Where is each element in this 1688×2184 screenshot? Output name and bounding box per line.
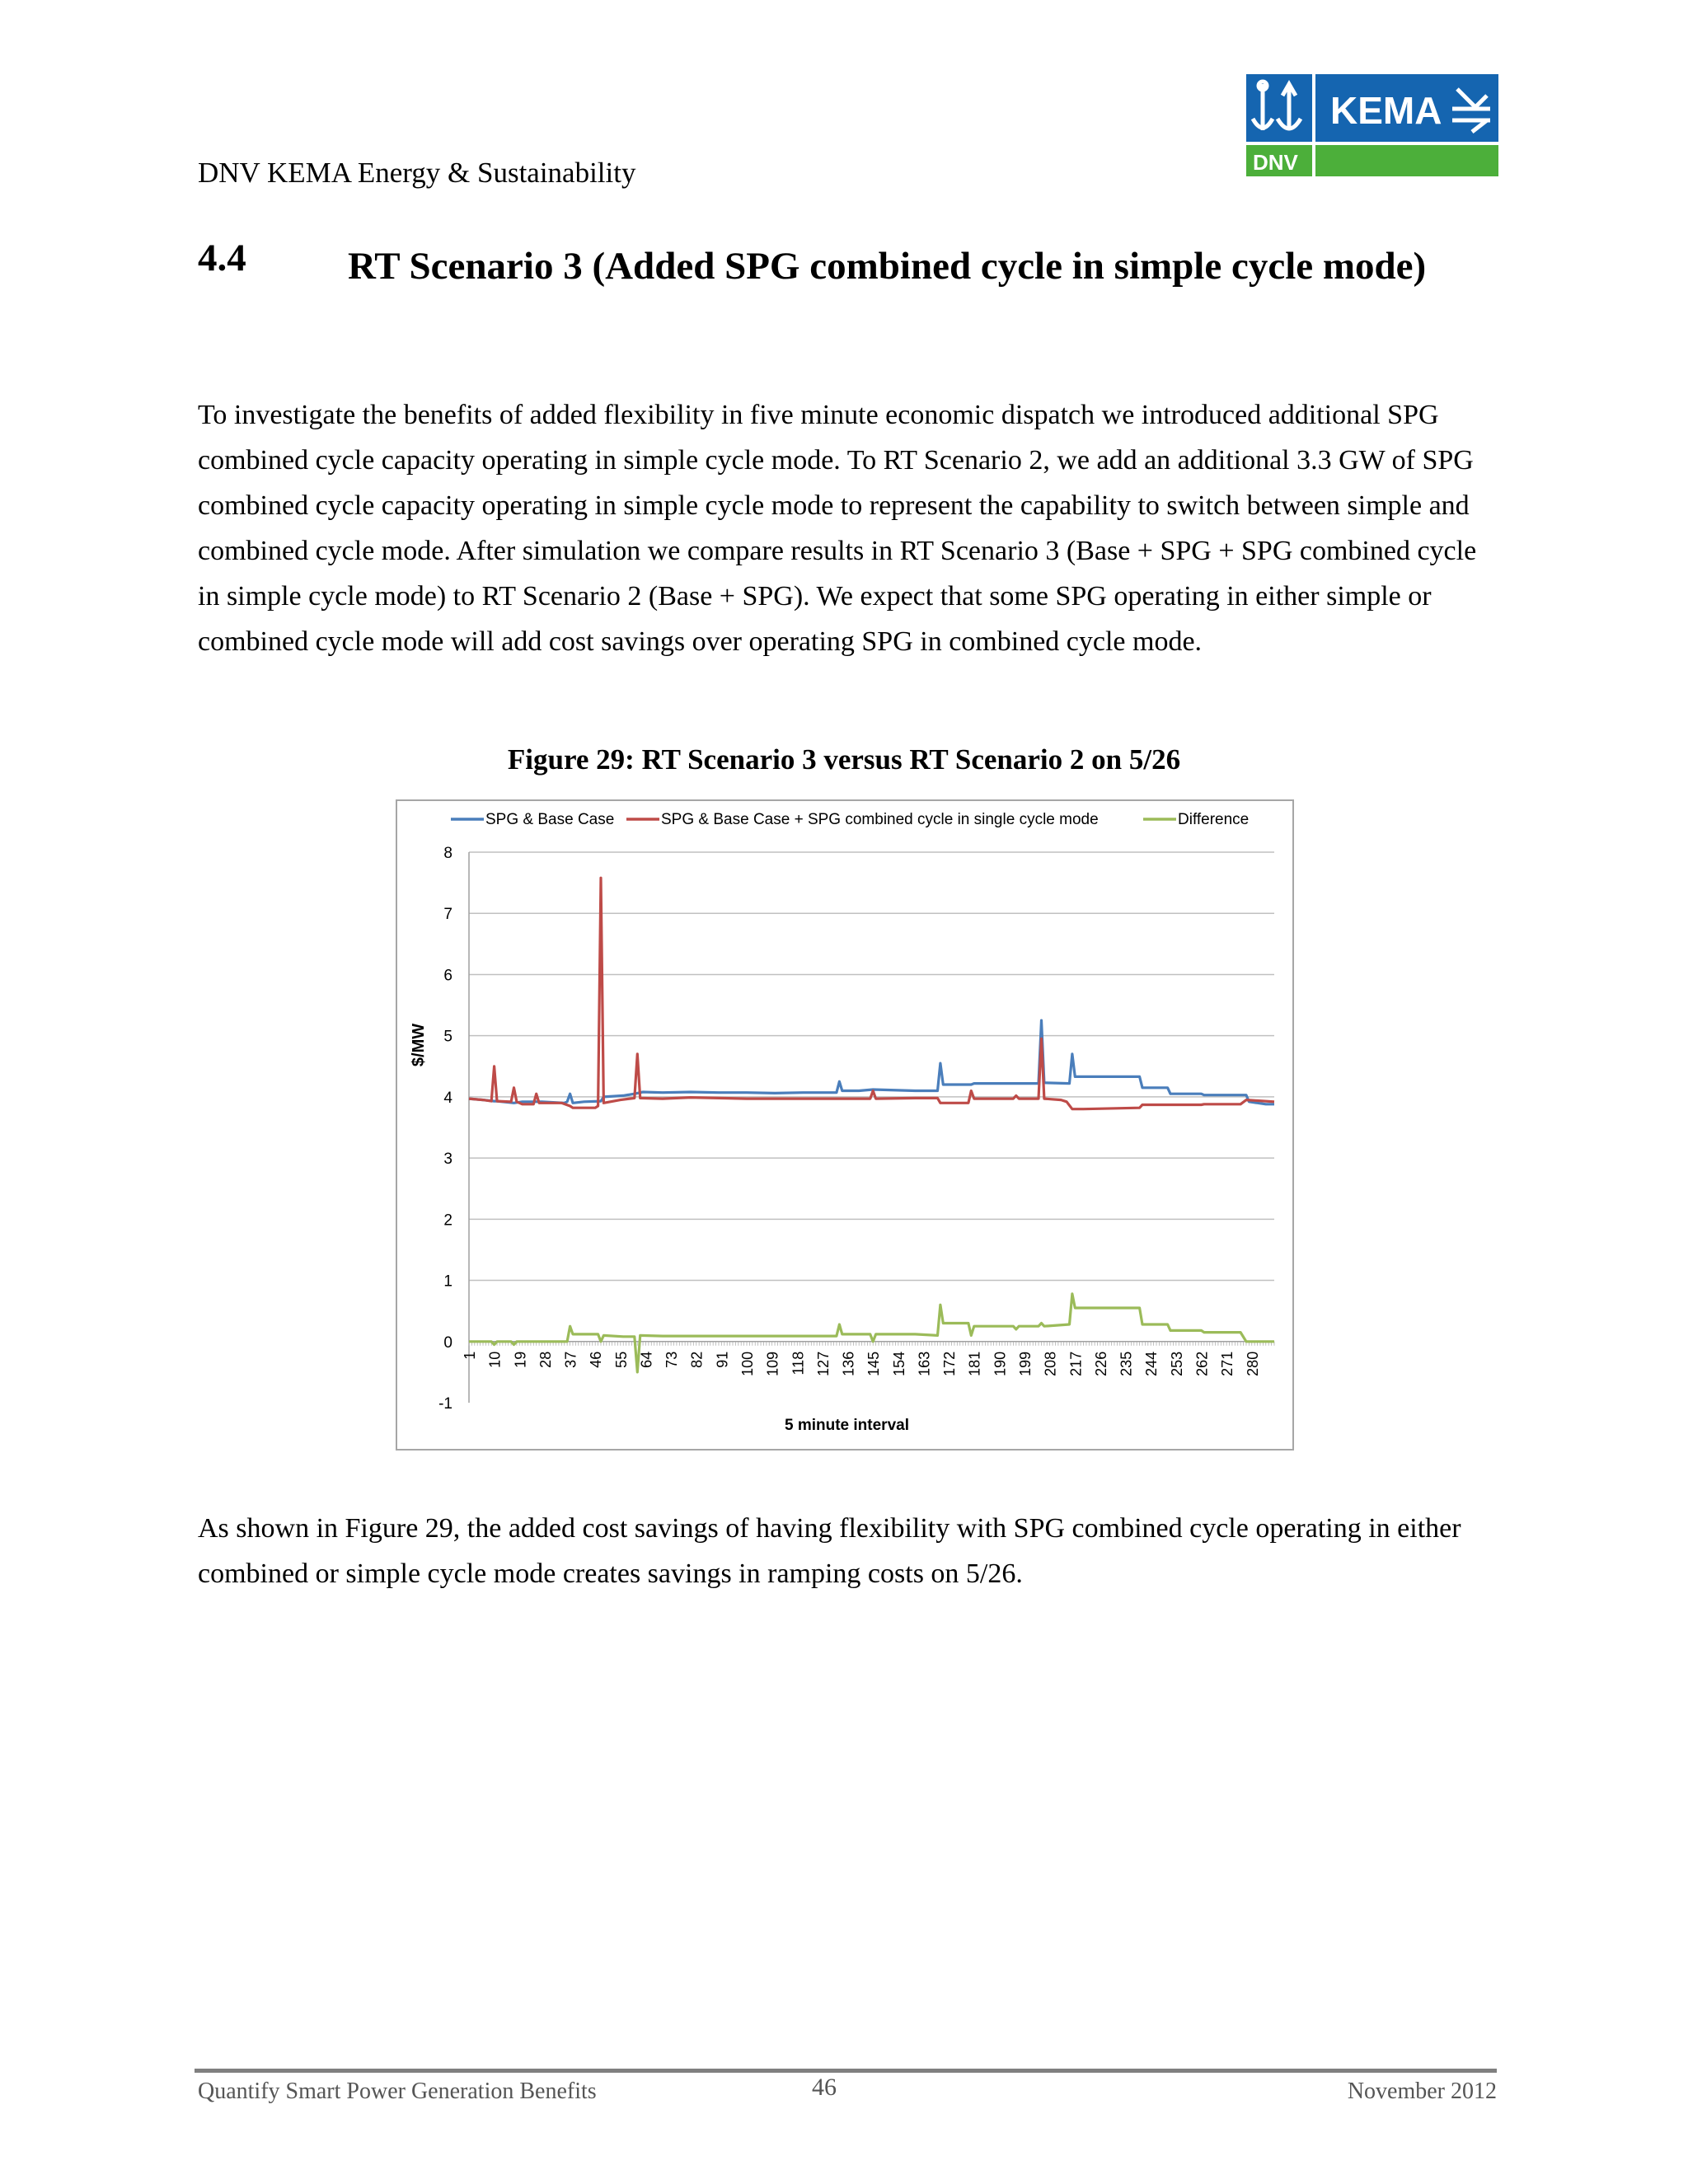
x-tick-label: 19 (512, 1351, 529, 1368)
footer-date: November 2012 (1347, 2079, 1497, 2104)
x-tick-label: 190 (992, 1351, 1009, 1376)
x-tick-label: 118 (790, 1351, 807, 1376)
x-tick-label: 154 (890, 1351, 907, 1376)
x-tick-label: 280 (1244, 1351, 1261, 1376)
series-line-2 (469, 878, 1274, 1109)
x-tick-label: 145 (865, 1351, 883, 1376)
x-tick-label: 109 (764, 1351, 781, 1376)
x-tick-label: 100 (739, 1351, 757, 1376)
y-tick-label: 0 (443, 1333, 452, 1352)
x-tick-label: 262 (1193, 1351, 1211, 1376)
x-tick-label: 55 (612, 1351, 630, 1368)
x-tick-label: 1 (462, 1351, 478, 1360)
x-tick-label: 28 (537, 1351, 554, 1368)
x-tick-label: 253 (1168, 1351, 1185, 1376)
x-tick-label: 217 (1067, 1351, 1085, 1376)
y-tick-label: 8 (443, 845, 452, 862)
x-tick-label: 64 (638, 1351, 655, 1368)
chart-frame (396, 799, 1294, 1451)
x-tick-label: 208 (1042, 1351, 1059, 1376)
footer-rule (195, 2069, 1497, 2073)
y-tick-label: 2 (443, 1212, 452, 1230)
line-chart (397, 801, 1292, 1449)
x-tick-label: 73 (663, 1351, 681, 1368)
x-tick-label: 10 (486, 1351, 504, 1368)
body-paragraph-2: As shown in Figure 29, the added cost savings of having flexibility with SPG combined cycle operating in either combined or simple cycle mode creates savings in ramping costs on 5/26. (198, 1513, 1461, 1589)
footer-title: Quantify Smart Power Generation Benefits (198, 2079, 597, 2104)
legend-label-2: SPG & Base Case + SPG combined cycle in single cycle mode (661, 811, 1099, 828)
y-tick-label: -1 (438, 1395, 452, 1413)
x-tick-label: 271 (1219, 1351, 1236, 1376)
section-title: RT Scenario 3 (Added SPG combined cycle in simple cycle mode) (348, 245, 1427, 288)
x-tick-label: 226 (1092, 1351, 1109, 1376)
x-tick-label: 172 (941, 1351, 959, 1376)
page-number: 46 (812, 2074, 837, 2101)
body-paragraph-1: To investigate the benefits of added flexibility in five minute economic dispatch we introduced additional SPG combined cycle capacity operating in simple cycle mode. To RT Scenario 2, we add an additional 3.3 GW of SPG combined cycle capacity operating in simple cycle mode to represent the capability to switch between simple and combined cycle mode. After simulation we compare results in RT Scenario 3 (Base + SPG + SPG combined cycle in simple cycle mode) to RT Scenario 2 (Base + SPG). We expect that some SPG operating in either simple or combined cycle mode will add cost savings over operating SPG in combined cycle mode. (198, 400, 1477, 657)
legend-label-3: Difference (1178, 811, 1250, 828)
y-tick-label: 1 (443, 1272, 452, 1291)
x-tick-label: 127 (814, 1351, 832, 1376)
y-axis-title: $/MW (410, 1023, 428, 1067)
y-tick-label: 5 (443, 1028, 452, 1046)
header-org: DNV KEMA Energy & Sustainability (198, 157, 636, 189)
x-tick-label: 136 (840, 1351, 857, 1376)
logo-text: KEMA (1330, 89, 1442, 132)
y-tick-label: 3 (443, 1151, 452, 1169)
y-tick-label: 4 (443, 1089, 452, 1107)
x-tick-label: 199 (1017, 1351, 1034, 1376)
x-tick-label: 244 (1143, 1351, 1160, 1376)
x-tick-label: 91 (714, 1351, 731, 1368)
x-tick-label: 181 (966, 1351, 983, 1376)
y-tick-label: 7 (443, 906, 452, 924)
section-number: 4.4 (198, 237, 246, 279)
logo-sub-text: DNV (1253, 150, 1298, 175)
x-tick-label: 37 (562, 1351, 579, 1368)
legend-label-1: SPG & Base Case (485, 811, 615, 828)
x-tick-label: 82 (688, 1351, 706, 1368)
x-tick-label: 163 (916, 1351, 933, 1376)
y-tick-label: 6 (443, 967, 452, 985)
x-axis-title: 5 minute interval (785, 1417, 909, 1434)
x-tick-label: 46 (588, 1351, 605, 1368)
figure-caption: Figure 29: RT Scenario 3 versus RT Scenario 2 on 5/26 (507, 743, 1181, 776)
x-tick-label: 235 (1118, 1351, 1135, 1376)
kema-dnv-logo (1245, 73, 1500, 180)
